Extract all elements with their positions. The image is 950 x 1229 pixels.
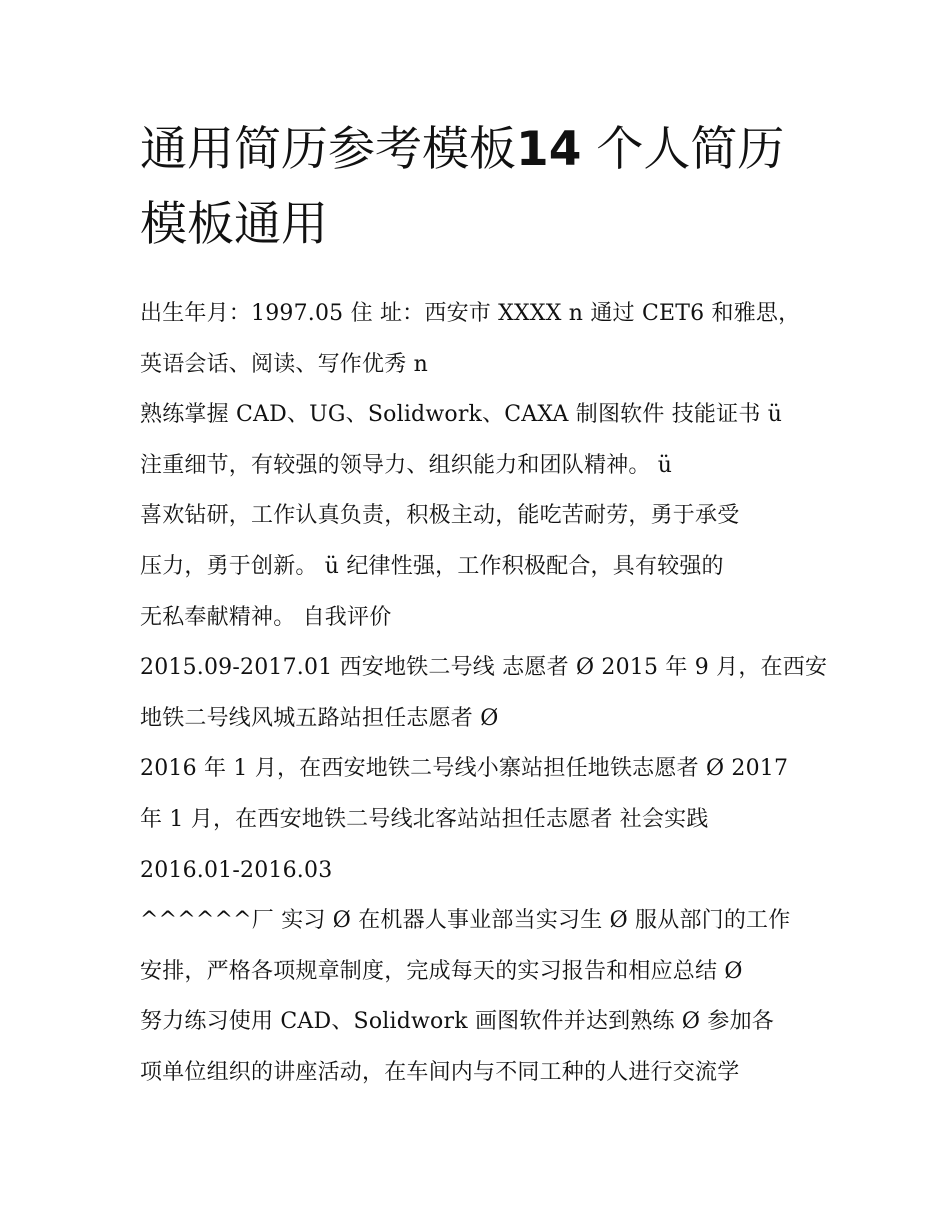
- text-line: 熟练掌握 CAD、UG、Solidwork、CAXA 制图软件 技能证书 ü: [140, 402, 783, 428]
- text-line: 出生年月：1997.05 住 址：西安市 XXXX n 通过 CET6 和雅思，: [140, 301, 801, 326]
- document-body: [140, 289, 828, 1099]
- title-number: 14: [516, 122, 582, 177]
- text-line: 努力练习使用 CAD、Solidwork 画图软件并达到熟练 Ø 参加各: [140, 1009, 774, 1035]
- document-page: [140, 112, 828, 1099]
- text-line: 无私奉献精神。 自我评价: [140, 604, 392, 630]
- text-line: 2016 年 1 月，在西安地铁二号线小寨站担任地铁志愿者 Ø 2017: [140, 756, 789, 782]
- title-line-2: 模板通用: [140, 197, 328, 252]
- title-text-a: 通用简历参考模板: [140, 122, 516, 177]
- text-line: 英语会话、阅读、写作优秀 n: [140, 351, 428, 377]
- text-line: 年 1 月，在西安地铁二号线北客站站担任志愿者 社会实践: [140, 806, 709, 832]
- text-line: 喜欢钻研，工作认真负责，积极主动，能吃苦耐劳，勇于承受: [140, 503, 740, 529]
- document-title: [140, 112, 820, 262]
- text-line: 2016.01-2016.03: [140, 857, 333, 883]
- text-line: 项单位组织的讲座活动，在车间内与不同工种的人进行交流学: [140, 1059, 740, 1085]
- title-text-b: 个人简历: [596, 122, 785, 177]
- text-line: 地铁二号线风城五路站担任志愿者 Ø: [140, 705, 499, 731]
- text-line: 安排，严格各项规章制度，完成每天的实习报告和相应总结 Ø: [140, 958, 743, 984]
- text-line: 注重细节，有较强的领导力、组织能力和团队精神。 ü: [140, 452, 673, 478]
- text-line: 2015.09-2017.01 西安地铁二号线 志愿者 Ø 2015 年 9 月，在西安: [140, 655, 828, 681]
- title-line-1: [140, 122, 784, 177]
- text-line: 压力，勇于创新。 ü 纪律性强，工作积极配合，具有较强的: [140, 553, 724, 579]
- text-line: ^^^^^^厂 实习 Ø 在机器人事业部当实习生 Ø 服从部门的工作: [140, 908, 791, 934]
